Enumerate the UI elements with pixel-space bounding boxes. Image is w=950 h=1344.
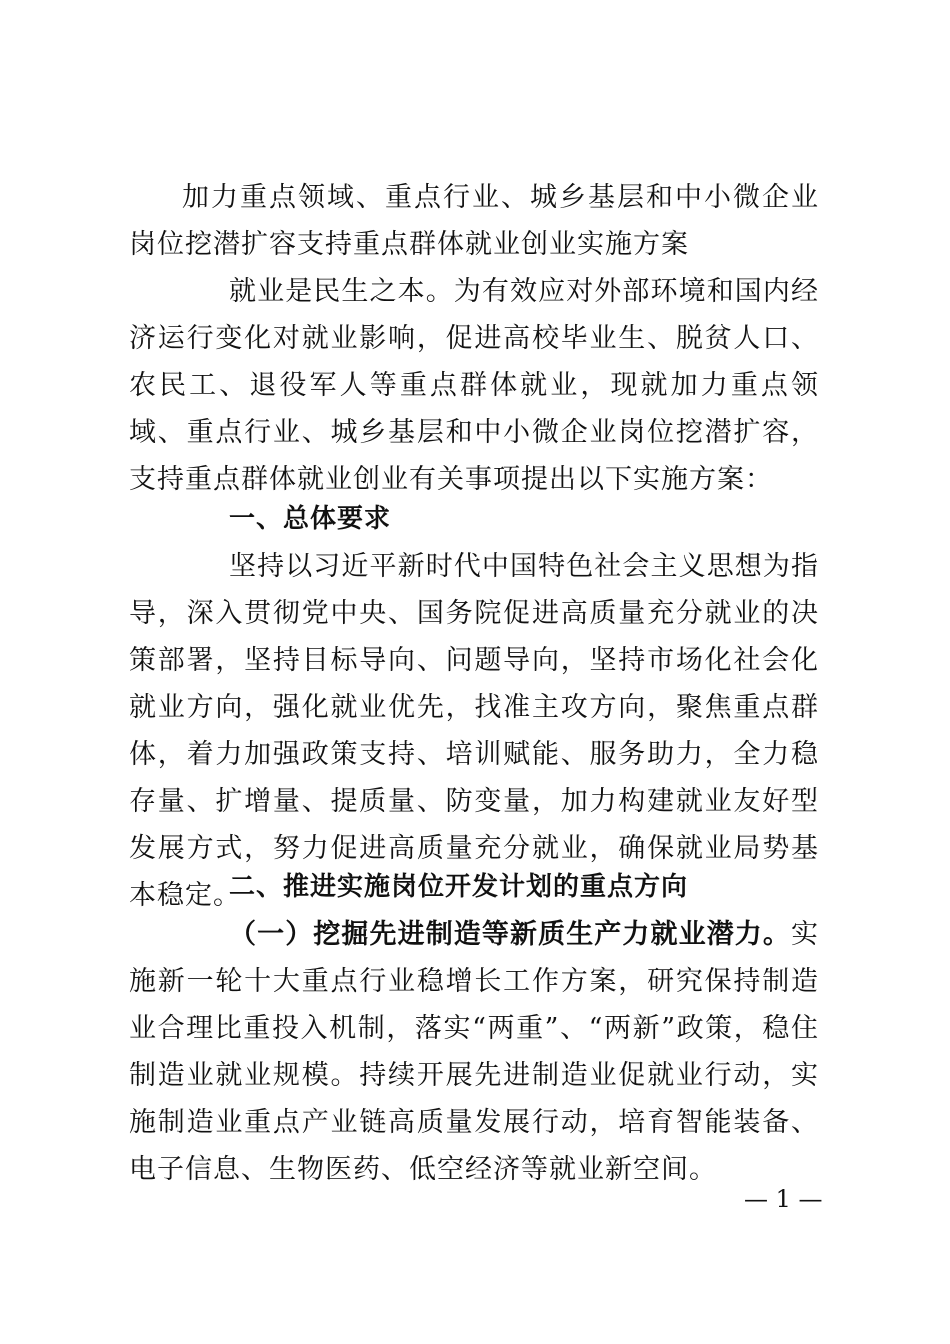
intro-paragraph: 就业是民生之本。为有效应对外部环境和国内经济运行变化对就业影响，促进高校毕业生、脱贫人口、农民工、退役军人等重点群体就业，现就加力重点领域、重点行业、城乡基层和中小微企业岗位挖潜扩容，支持重点群体就业创业有关事项提出以下实施方案： bbox=[129, 276, 819, 495]
advanced-manufacturing-text: 实施新一轮十大重点行业稳增长工作方案，研究保持制造业合理比重投入机制，落实“两重”、“两新”政策，稳住制造业就业规模。持续开展先进制造业促就业行动，实施制造业重点产业链高质量发展行动，培育智能装备、电子信息、生物医药、低空经济等就业新空间。 bbox=[129, 919, 819, 1185]
key-directions-paragraph bbox=[129, 911, 819, 1193]
section-heading-key-directions: 二、推进实施岗位开发计划的重点方向 bbox=[229, 872, 689, 902]
subsection-heading-advanced-manufacturing: （一）挖掘先进制造等新质生产力就业潜力。 bbox=[229, 919, 791, 950]
section-heading-general-requirements: 一、总体要求 bbox=[229, 504, 392, 534]
general-requirements-paragraph: 坚持以习近平新时代中国特色社会主义思想为指导，深入贯彻党中央、国务院促进高质量充分就业的决策部署，坚持目标导向、问题导向，坚持市场化社会化就业方向，强化就业优先，找准主攻方向，聚焦重点群体，着力加强政策支持、培训赋能、服务助力，全力稳存量、扩增量、提质量、防变量，加力构建就业友好型发展方式，努力促进高质量充分就业，确保就业局势基本稳定。 bbox=[129, 551, 819, 911]
document-title: 加力重点领域、重点行业、城乡基层和中小微企业岗位挖潜扩容支持重点群体就业创业实施方案 bbox=[129, 182, 819, 260]
page-number: — 1 — bbox=[744, 1185, 823, 1213]
